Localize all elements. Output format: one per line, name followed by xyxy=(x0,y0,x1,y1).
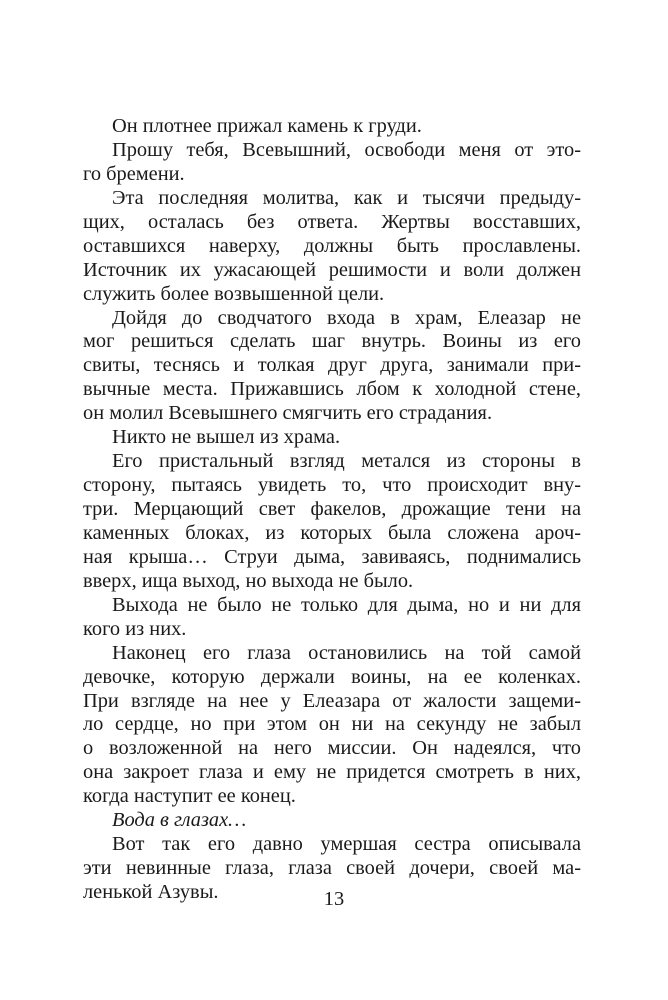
paragraph xyxy=(83,307,581,427)
text-line: Он плотнее прижал камень к груди. xyxy=(112,115,422,137)
text-line: Его пристальный взгляд метался из стороны в xyxy=(112,450,581,473)
text-line: о возложенной на него миссии. Он надеялся, что xyxy=(83,737,581,760)
text-line: она закроет глаза и ему не придется смотреть в них, xyxy=(83,761,581,784)
text-line: вычные места. Прижавшись лбом к холодной стене, xyxy=(83,378,581,401)
paragraph xyxy=(83,115,581,139)
paragraph xyxy=(83,426,581,450)
page-body xyxy=(83,115,581,905)
text-line: Эта последняя молитва, как и тысячи предыду- xyxy=(112,186,581,209)
text-line: Прошу тебя, Всевышний, освободи меня от это- xyxy=(112,138,581,161)
paragraph xyxy=(83,450,581,594)
paragraph xyxy=(83,594,581,642)
text-line: Выхода не было не только для дыма, но и ни для xyxy=(112,593,581,616)
text-line: вверх, ища выход, но выхода не было. xyxy=(83,569,414,592)
text-line: служить более возвышенной цели. xyxy=(83,282,385,305)
text-line: три. Мерцающий свет факелов, дрожащие тени на xyxy=(83,498,581,520)
text-line: Никто не вышел из храма. xyxy=(112,426,341,449)
text-line: Источник их ужасающей решимости и воли должен xyxy=(83,258,581,281)
text-line: Дойдя до сводчатого входа в храм, Елеазар не xyxy=(112,306,581,329)
text-line: сторону, пытаясь увидеть то, что происходит вну- xyxy=(83,474,581,497)
text-line: го бремени. xyxy=(83,162,185,185)
text-line: ло сердце, но при этом он ни на секунду не забыл xyxy=(83,713,581,736)
text-line: свиты, теснясь и толкая друг друга, занимали при- xyxy=(83,354,581,377)
page-number: 13 xyxy=(323,888,345,910)
paragraph-italic xyxy=(83,809,581,833)
text-line: ная крыша… Струи дыма, завиваясь, поднимались xyxy=(83,545,581,568)
text-line: он молил Всевышнего смягчить его страдания. xyxy=(83,402,493,425)
paragraph xyxy=(83,139,581,187)
text-line: Вода в глазах… xyxy=(112,809,247,832)
text-line: девочке, которую держали воины, на ее коленках. xyxy=(83,665,581,688)
paragraph xyxy=(83,187,581,307)
text-line: когда наступит ее конец. xyxy=(83,785,296,808)
text-line: щих, осталась без ответа. Жертвы восставших, xyxy=(83,210,581,233)
text-line: каменных блоках, из которых была сложена aроч- xyxy=(83,521,581,544)
text-line: эти невинные глаза, глаза своей дочери, своей ма- xyxy=(83,857,581,880)
text-line: кого из них. xyxy=(83,617,187,640)
text-line: оставшихся наверху, должны быть прославлены. xyxy=(83,234,581,257)
text-line: ленькой Азувы. xyxy=(83,881,219,903)
paragraph xyxy=(83,642,581,810)
text-line: Вот так его давно умершая сестра описывала xyxy=(112,833,581,856)
text-line: Наконец его глаза остановились на той самой xyxy=(112,641,581,664)
text-line: мог решиться сделать шаг внутрь. Воины из его xyxy=(83,330,581,353)
text-line: При взгляде на нее у Елеазара от жалости защеми- xyxy=(83,689,581,712)
